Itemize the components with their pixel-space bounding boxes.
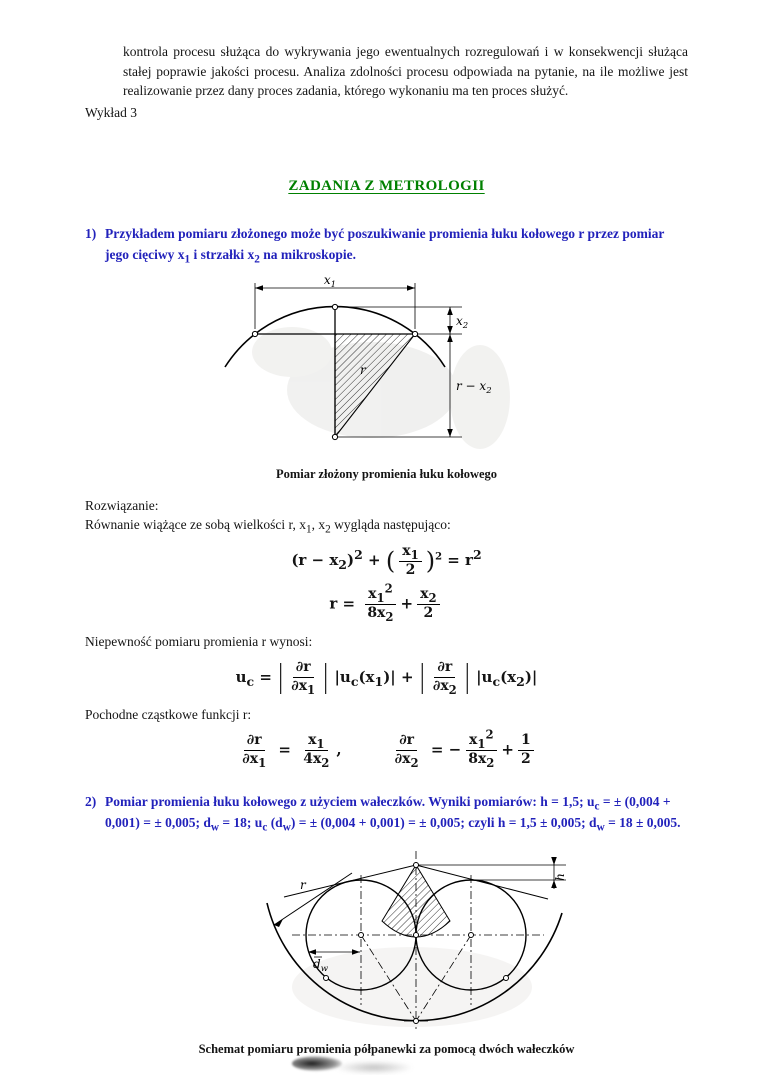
- equation-chord-relation: $(r - x_2)^2$ + ( $\frac{x_1}{2}$ )$^2 = r^2$: [291, 542, 482, 578]
- dimension-x2: [335, 307, 462, 334]
- label-x2: $x_2$: [455, 313, 468, 331]
- label-r-minus-x2: $r - x_2$: [455, 378, 492, 396]
- label-h: h: [552, 873, 567, 882]
- fraction: $\frac{\partial r}{\partial x_1}$: [291, 659, 316, 697]
- item-number: 2): [85, 793, 97, 809]
- item-number: 1): [85, 226, 97, 241]
- equation-intro: Równanie wiążące ze sobą wielkości r, $x_1$, $x_2$ wygląda następująco:: [85, 517, 451, 536]
- figure-1-caption: Pomiar złożony promienia łuku kołowego: [275, 467, 498, 482]
- fraction: $\frac{x_1^2}{8x_2}$: [364, 587, 396, 621]
- label-r: r: [359, 362, 366, 377]
- figure-2-caption: Schemat pomiaru promienia półpanewki za pomocą dwóch wałeczków: [198, 1042, 575, 1057]
- figure-1-wrapper: [85, 272, 688, 464]
- fraction: $\frac{x_1}{2}$: [399, 544, 421, 578]
- fraction: $\frac{x_2}{2}$: [417, 587, 439, 621]
- item-text: Pomiar promienia łuku kołowego z użyciem wałeczków. Wyniki pomiarów: h = 1,5; $u_c$ = ± (0,004 + 0,001) = ± 0,005; $d_w = 18$; $u_c$ $(d_w)$ = ± (0,004 + 0,001) = ± 0,005; czyli h = 1,5 ± 0,005; $d_w = 18 \pm 0,005$.: [105, 793, 681, 834]
- solution-label: Rozwiązanie:: [85, 497, 159, 513]
- label-dw: $d_w$: [312, 957, 328, 975]
- task-item-1: [85, 224, 688, 266]
- scan-artifact-smudge-light: [334, 1061, 414, 1074]
- partials-intro: Pochodne cząstkowe funkcji r:: [85, 706, 252, 722]
- fraction: $\frac{1}{2}$: [518, 733, 534, 767]
- fraction: $\frac{\partial r}{\partial x_1}$: [242, 732, 267, 770]
- scan-noise: [292, 947, 532, 1027]
- figure-rollers-measurement: [172, 837, 602, 1032]
- section-heading-wrap: [85, 176, 688, 198]
- figure-2-wrapper: [85, 837, 688, 1038]
- section-heading: ZADANIA Z METROLOGII: [288, 178, 485, 195]
- task-item-2: [85, 792, 688, 834]
- fraction: $\frac{\partial r}{\partial x_2}$: [432, 659, 457, 697]
- figure-arc-radius-measurement: [222, 272, 552, 458]
- label-x1: $x_1$: [323, 272, 336, 290]
- lecture-label: Wykład 3: [85, 104, 138, 120]
- equation-radius-formula: r = $\frac{x_1^2}{8x_2}$ + $\frac{x_2}{2}$: [85, 587, 688, 621]
- equation-uncertainty: $u_c$ = | $\frac{\partial r}{\partial x_1}$ | $|u_c(x_1)|$ + | $\frac{\partial r}{\partial x_2}$ | $|u_c(x_2)|$: [235, 657, 538, 697]
- label-r: r: [299, 878, 306, 893]
- fraction: $\frac{x_1}{4x_2}$: [303, 732, 330, 770]
- item-text: Przykładem pomiaru złożonego może być poszukiwanie promienia łuku kołowego r przez pomiar jego cięciwy $x_1$ i strzałki $x_2$ na mikroskopie.: [105, 226, 665, 266]
- fraction: $\frac{x_1^2}{8x_2}$: [465, 733, 497, 767]
- fraction: $\frac{\partial r}{\partial x_2}$: [394, 732, 419, 770]
- equation-partial-derivatives: $\frac{\partial r}{\partial x_1}$ = $\frac{x_1}{4x_2}$ , $\frac{\partial r}{\partial x_2}$ = − $\frac{x_1^2}{8x_2}$ + $\frac{1}{2}$: [85, 733, 688, 767]
- radius-pointer: [274, 873, 352, 927]
- intro-paragraph: kontrola procesu służąca do wykrywania jego ewentualnych rozregulowań i w konsekwencji służąca stałej poprawie jakości procesu. Analiza zdolności procesu odpowiada na pytanie, na ile możliwe jest realizowanie przez dany proces zadania, którego wykonaniu ma ten proces służyć.: [123, 44, 688, 99]
- uncertainty-intro: Niepewność pomiaru promienia r wynosi:: [85, 633, 313, 649]
